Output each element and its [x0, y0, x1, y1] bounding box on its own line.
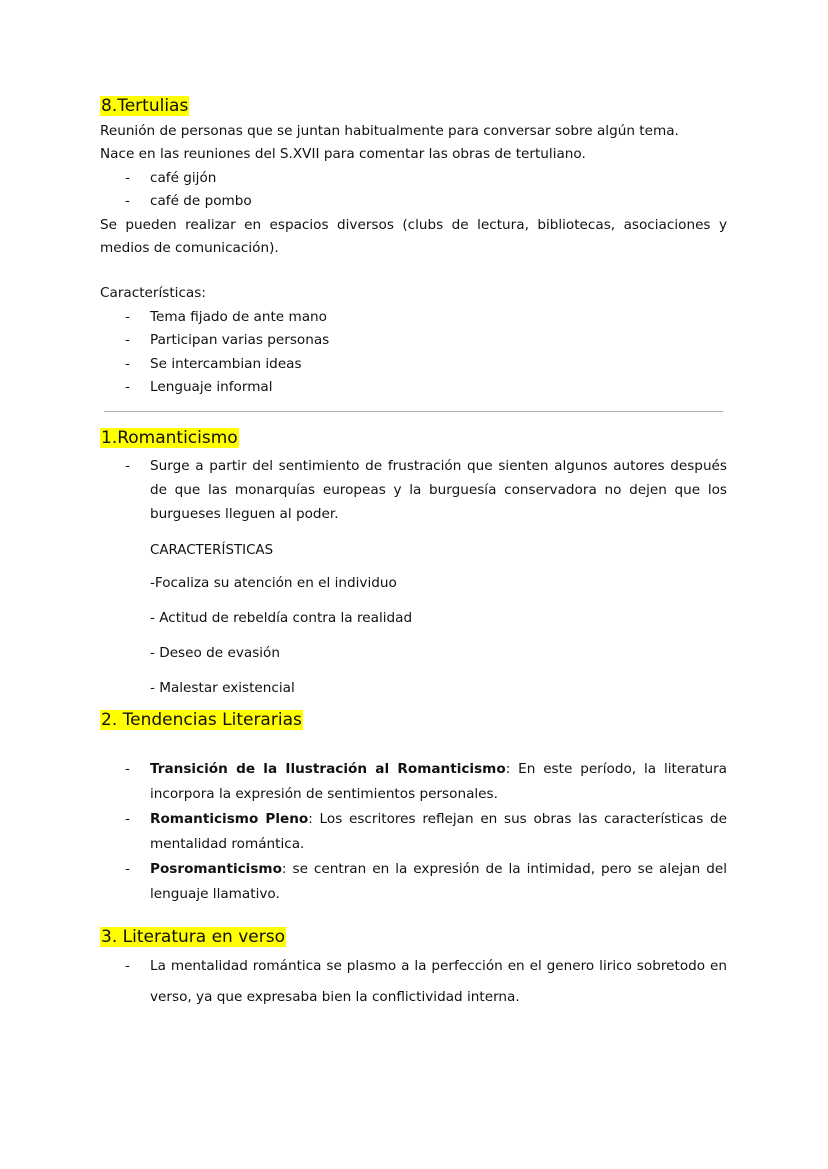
tertulias-features-list: [100, 306, 727, 400]
heading-romanticismo-text: 1.Romanticismo: [101, 428, 238, 449]
feature-item: - Malestar existencial: [150, 680, 295, 697]
tertulias-intro-2: Nace en las reuniones del S.XVII para comentar las obras de tertuliano.: [100, 146, 586, 163]
heading-tendencias: [100, 710, 727, 730]
document-content: [100, 96, 727, 1013]
heading-verso-text: 3. Literatura en verso: [101, 927, 286, 948]
horizontal-divider: [104, 411, 723, 412]
list-item: - café gijón: [150, 167, 727, 190]
list-item: - La mentalidad romántica se plasmo a la perfección en el genero lirico sobretodo en verso, ya que expresaba bien la conflictividad interna.: [150, 951, 727, 1013]
list-item: - café de pombo: [150, 190, 727, 213]
verso-list: [100, 951, 727, 1013]
heading-verso: [100, 927, 727, 947]
term: Romanticismo Pleno: [150, 811, 309, 828]
list-item: [150, 857, 727, 907]
description: : se centran en la expresión de la intimidad, pero se alejan del lenguaje llamativo.: [150, 861, 727, 903]
list-item: - Participan varias personas: [150, 329, 727, 352]
term: Transición de la Ilustración al Romanticismo: [150, 761, 506, 778]
cafes-list: [100, 167, 727, 214]
romanticismo-features: [100, 543, 727, 696]
feature-item: - Actitud de rebeldía contra la realidad: [150, 610, 413, 627]
tertulias-features-label: Características:: [100, 285, 206, 302]
romanticismo-list: [100, 454, 727, 526]
list-item: - Tema fijado de ante mano: [150, 306, 727, 329]
description: : En este período, la literatura incorpora la expresión de sentimientos personales.: [150, 761, 727, 803]
list-item: [150, 757, 727, 807]
list-item: [150, 807, 727, 857]
tertulias-spaces: Se pueden realizar en espacios diversos (clubs de lectura, bibliotecas, asociaciones y medios de comunicación).: [100, 216, 727, 257]
list-item: - Surge a partir del sentimiento de frustración que sienten algunos autores después de que las monarquías europeas y la burguesía conservadora no dejen que los burgueses lleguen al poder.: [150, 454, 727, 526]
feature-item: - Deseo de evasión: [150, 645, 280, 662]
tertulias-intro-1: Reunión de personas que se juntan habitualmente para conversar sobre algún tema.: [100, 123, 679, 139]
heading-tendencias-text: 2. Tendencias Literarias: [101, 710, 302, 731]
term: Posromanticismo: [150, 861, 282, 878]
features-title: CARACTERÍSTICAS: [150, 543, 274, 559]
heading-tertulias-text: 8.Tertulias: [101, 96, 189, 116]
heading-tertulias: [100, 96, 727, 116]
list-item: - Se intercambian ideas: [150, 353, 727, 376]
tendencias-list: [100, 757, 727, 907]
heading-romanticismo: [100, 428, 727, 448]
feature-item: -Focaliza su atención en el individuo: [150, 575, 397, 592]
list-item: - Lenguaje informal: [150, 376, 727, 399]
description: : Los escritores reflejan en sus obras las características de mentalidad romántica.: [150, 811, 727, 853]
